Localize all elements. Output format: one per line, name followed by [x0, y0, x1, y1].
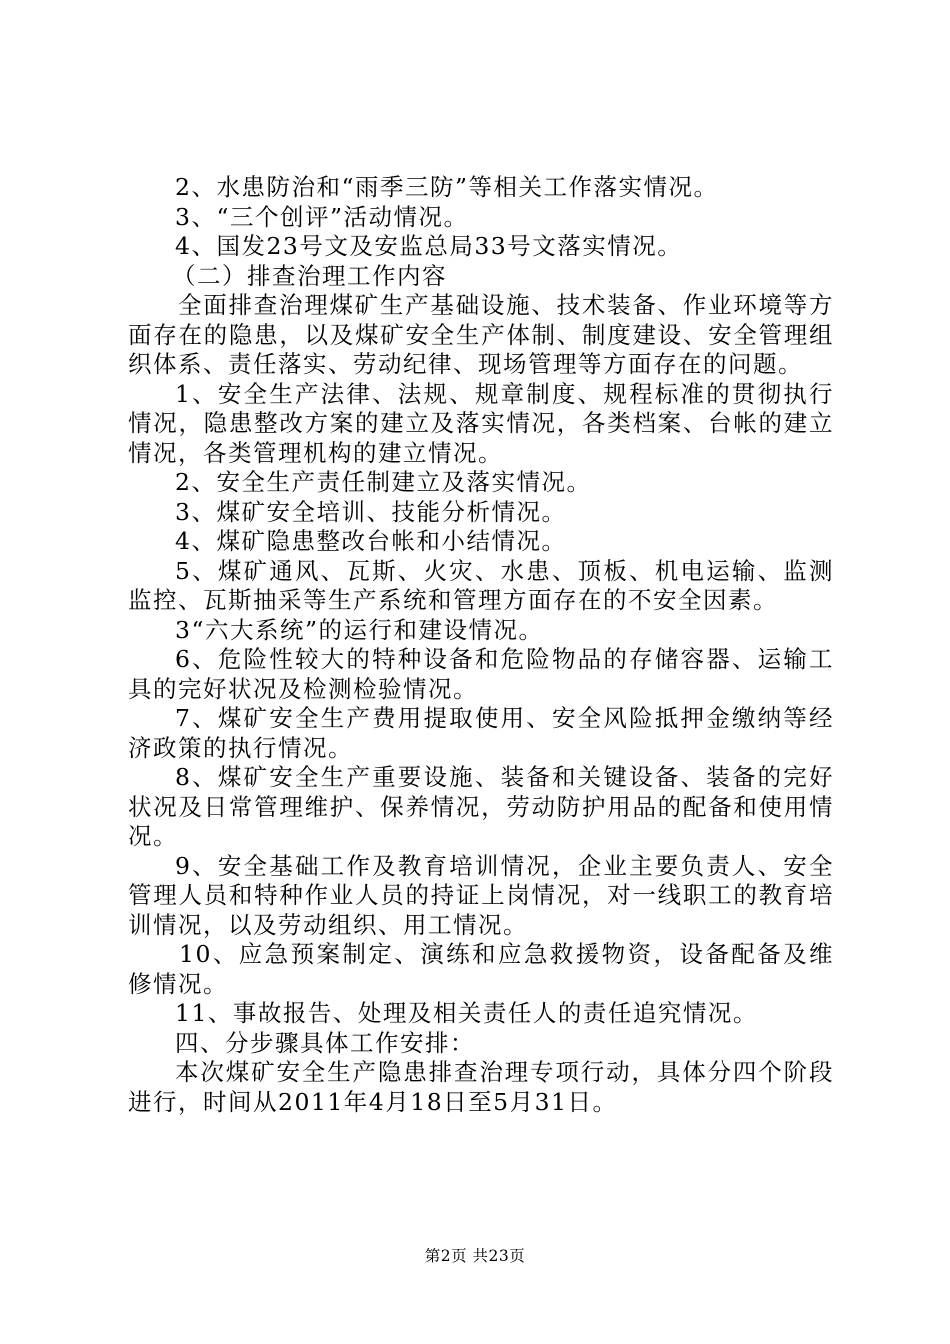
paragraph-item-4-document-23: 4、国发23号文及安监总局33号文落实情况。: [175, 232, 683, 260]
paragraph-item-2-responsibility: 2、安全生产责任制建立及落实情况。: [175, 468, 592, 496]
paragraph-six-systems: 3“六大系统”的运行和建设情况。: [175, 615, 544, 644]
paragraph-schedule: 本次煤矿安全生产隐患排查治理专项行动，具体分四个阶段进行，时间从2011年4月18日至5月31日。: [128, 1058, 834, 1116]
paragraph-overview: 全面排查治理煤矿生产基础设施、技术装备、作业环境等方面存在的隐患，以及煤矿安全生产体制、制度建设、安全管理组织体系、责任落实、劳动纪律、现场管理等方面存在的问题。: [128, 291, 834, 378]
paragraph-item-7-expenses: 7、煤矿安全生产费用提取使用、安全风险抵押金缴纳等经济政策的执行情况。: [128, 704, 834, 762]
paragraph-item-3-training: 3、煤矿安全培训、技能分析情况。: [175, 497, 567, 526]
section-subheading-content: （二）排查治理工作内容: [172, 261, 447, 290]
paragraph-item-10-emergency: 10、应急预案制定、演练和应急救援物资，设备配备及维修情况。: [128, 940, 834, 998]
paragraph-item-3-three-evaluations: 3、“三个创评”活动情况。: [175, 202, 469, 231]
paragraph-item-9-education: 9、安全基础工作及教育培训情况，企业主要负责人、安全管理人员和特种作业人员的持证上岗情况，对一线职工的教育培训情况，以及劳动组织、用工情况。: [128, 851, 834, 939]
paragraph-item-8-facilities: 8、煤矿安全生产重要设施、装备和关键设备、装备的完好状况及日常管理维护、保养情况，劳动防护用品的配备和使用情况。: [128, 763, 834, 850]
paragraph-item-6-equipment: 6、危险性较大的特种设备和危险物品的存储容器、运输工具的完好状况及检测检验情况。: [128, 645, 834, 703]
paragraph-item-1-laws: 1、安全生产法律、法规、规章制度、规程标准的贯彻执行情况，隐患整改方案的建立及落实情况，各类档案、台帐的建立情况，各类管理机构的建立情况。: [128, 379, 834, 467]
paragraph-item-5-hazards: 5、煤矿通风、瓦斯、火灾、水患、顶板、机电运输、监测监控、瓦斯抽采等生产系统和管理方面存在的不安全因素。: [128, 556, 834, 614]
page-number-footer: 第2页 共23页: [424, 1247, 526, 1265]
paragraph-item-2-rain-season: 2、水患防治和“雨季三防”等相关工作落实情况。: [175, 173, 719, 201]
paragraph-item-11-accidents: 11、事故报告、处理及相关责任人的责任追究情况。: [175, 999, 758, 1027]
section-heading-steps: 四、分步骤具体工作安排：: [175, 1028, 475, 1057]
paragraph-item-4-ledger: 4、煤矿隐患整改台帐和小结情况。: [175, 527, 567, 555]
document-body: [128, 173, 834, 1117]
